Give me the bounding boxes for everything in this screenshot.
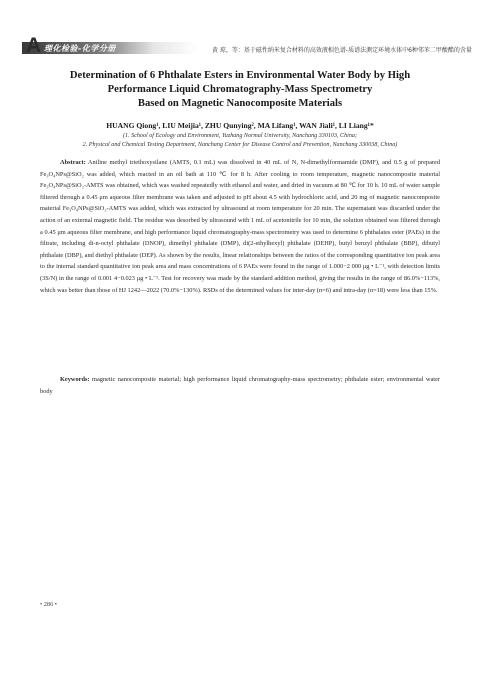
abstract-label: Abstract: bbox=[60, 159, 86, 166]
abstract-text: Aniline methyl triethoxysilane (AMTS, 0.1 mL) was dissolved in 40 mL of N, N-dimethylformamide (DMF), and 0.5 g of prepared Fe₃O₄NPs@SiO₂ was added, which reacted in an oil bath at 110 ℃ for 8 h. After cooling to room temperature, magnetic nanocomposite material Fe₃O₄NPs@SiO₂-AMTS was obtained, which was washed repeatedly with ethanol and water, and dried in vacuum at 80 ℃ for 10 h. 10 mL of water sample filtered through a 0.45 μm aqueous filter membrane was taken and adjusted to pH about 4.5 with hydrochloric acid, and 20 mg of magnetic nanocomposite material Fe₃O₄NPs@SiO₂-AMTS was added, which was extracted by ultrasound at room temperature for 20 min. The supernatant was discarded under the action of an external magnetic field. The residue was desorbed by ultrasound with 1 mL of acetonitrile for 10 min, the solution obtained was filtered through a 0.45 μm aqueous filter membrane, and high performance liquid chromatography-mass spectrometry was used to determine 6 phthalates ester (PAEs) in the filtrate, including di-n-octyl phthalate (DNOP), dimethyl phthalate (DMP), di(2-ethylhexyl) phthalate (DEHP), butyl benzyl phthalate (BBP), dibutyl phthalate (DBP), and diethyl phthalate (DEP). As shown by the results, linear relationships between the ratios of the corresponding quantitative ion peak area to the internal standard quantitative ion peak area and mass concentrations of 6 PAEs were found in the range of 1.000−2 000 μg • L⁻¹, with detection limits (3S/N) in the range of 0.001 4−0.023 μg • L⁻¹. Test for recovery was made by the standard addition method, giving the results in the range of 86.0%−113%, which was better than those of HJ 1242—2022 (70.0%−130%). RSDs of the determined values for inter-day (n=6) and intra-day (n=18) were less than 15%. bbox=[40, 159, 440, 294]
author-list: HUANG Qiong¹, LIU Meijia¹, ZHU Qunying², MA Lifang¹, WAN Jiali¹, LI Liang¹* bbox=[106, 121, 374, 130]
keywords-label: Keywords: bbox=[60, 376, 90, 383]
keywords-text: magnetic nanocomposite material; high performance liquid chromatography-mass spectrometry; phthalate ester; environmental water body bbox=[40, 376, 440, 395]
page-number: • 286 • bbox=[40, 601, 58, 608]
abstract-paragraph bbox=[40, 157, 440, 296]
affiliation-1: (1. School of Ecology and Environment, Yuzhang Normal University, Nanchang 330103, China; bbox=[123, 133, 357, 139]
journal-logo: A bbox=[26, 34, 42, 57]
journal-header-band bbox=[22, 34, 480, 57]
running-head: 黄 琼，等：基于磁性纳米复合材料的高效液相色谱-质谱法测定环境水体中6种邻苯二甲酸酯的含量 bbox=[212, 47, 472, 54]
keywords-paragraph bbox=[40, 374, 440, 397]
title-line: Performance Liquid Chromatography-Mass Spectrometry bbox=[107, 84, 373, 95]
article-title bbox=[40, 69, 440, 111]
affiliation-2: 2. Physical and Chemical Testing Department, Nanchang Center for Disease Control and Prevention, Nanchang 330038, China) bbox=[82, 142, 398, 148]
journal-name: 理化检验-化学分册 bbox=[44, 44, 116, 53]
title-line: Determination of 6 Phthalate Esters in Environmental Water Body by High bbox=[69, 70, 411, 81]
title-line: Based on Magnetic Nanocomposite Materials bbox=[137, 98, 343, 109]
